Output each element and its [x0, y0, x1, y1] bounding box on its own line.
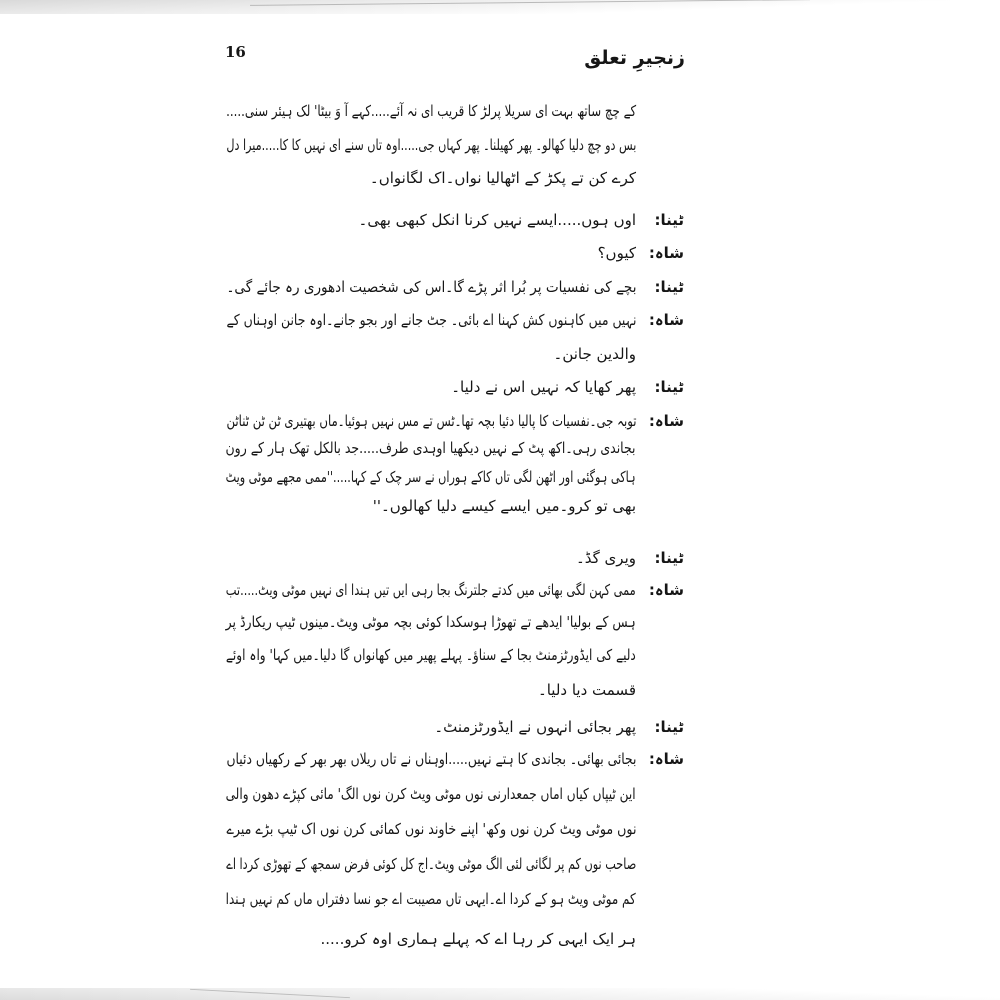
- dialogue-line: کیوں؟: [597, 244, 636, 262]
- speaker-label-tina: ٹینا:: [654, 378, 684, 396]
- dialogue-line: بچے کی نفسیات پر بُرا اثر پڑے گا۔اس کی شخصیت ادھوری رہ جائے گی۔: [226, 278, 636, 296]
- text-line: قسمت دیا دلیا۔: [537, 681, 636, 699]
- speaker-label-tina: ٹینا:: [654, 718, 684, 736]
- text-line: بھی تو کرو۔میں ایسے کیسے دلیا کھالوں۔'': [372, 497, 636, 515]
- dialogue-line: توبہ جی۔نفسیات کا پالیا دئیا بچہ تھا۔ٹس تے مس نہیں ہوئیا۔ماں بھتیری ٹن ٹن ٹناٹن: [226, 412, 636, 430]
- text-line: این ٹیپاں کیاں اماں جمعدارنی نوں موٹی ویٹ کرن نوں الگ' مائی کپڑے دھون والی: [226, 785, 636, 803]
- text-line: نوں موٹی ویٹ کرن نوں وکھ' اپنے خاوند نوں کمائی کرن نوں اک ٹیپ بڑے میرے: [226, 820, 636, 838]
- dialogue-line: ویری گڈ۔: [575, 549, 636, 567]
- text-line: کم موٹی ویٹ ہو کے کردا اے۔ایہی تاں مصیبت اے جو نسا دفتراں ماں کم نہیں ہندا: [226, 890, 636, 908]
- text-line: صاحب نوں کم پر لگائی لئی الگ موٹی ویٹ۔اج کل کوئی فرض سمجھ کے تھوڑی کردا اے: [226, 855, 636, 873]
- speaker-label-tina: ٹینا:: [654, 211, 684, 229]
- speaker-label-shah: شاہ:: [648, 750, 684, 768]
- text-line: ہر ایک ایہی کر رہا اے کہ پہلے ہماری اوہ کرو.....: [320, 930, 636, 948]
- dialogue-line: پھر بجائی انہوں نے ایڈورٹزمنٹ۔: [434, 718, 636, 736]
- torn-page-edge-bottom: [0, 988, 1000, 1000]
- text-line: والدین جانن۔: [553, 345, 636, 363]
- text-line: بس دو چچ دلیا کھالو۔ پھر کھیلنا۔ پھر کہاں جی.....اوہ تاں سنے ای نہیں کا کا.....میرا دل: [226, 136, 636, 154]
- speaker-label-shah: شاہ:: [648, 412, 684, 430]
- dialogue-line: پھر کھایا کہ نہیں اس نے دلیا۔: [451, 378, 636, 396]
- text-line: کرے کن تے پکڑ کے اٹھالیا نواں۔اک لگانواں۔: [369, 169, 636, 187]
- running-title: زنجیرِ تعلق: [584, 47, 685, 69]
- dialogue-line: ممی کہن لگی بھائی میں کدتے جلترنگ بجا رہی ایں تیں ہندا ای نہیں موٹی ویٹ.....تب: [226, 581, 636, 599]
- speaker-label-shah: شاہ:: [648, 244, 684, 262]
- speaker-label-tina: ٹینا:: [654, 278, 684, 296]
- speaker-label-shah: شاہ:: [648, 311, 684, 329]
- dialogue-line: نہیں میں کاہنوں کش کہنا اے بائی۔ جٹ جانے اور بجو جانے۔اوہ جانن اوہناں کے: [226, 311, 636, 329]
- page-number: 16: [225, 43, 246, 61]
- dialogue-line: اوں ہوں.....ایسے نہیں کرنا انکل کبھی بھی۔: [358, 211, 636, 229]
- text-line: ہاکی ہوگئی اور اٹھن لگی تاں کاکے ہوراں نے سر چک کے کہا.....''ممی مجھے موٹی ویٹ: [226, 468, 636, 486]
- text-line: بجاندی رہی۔اکھ پٹ کے نہیں دیکھیا اوہدی طرف.....جد بالکل تھک ہار کے رون: [226, 439, 636, 457]
- text-line: ہس کے بولیا' ایدھے تے تھوڑا ہوسکدا کوئی بچہ موٹی ویٹ۔مینوں ٹیپ ریکارڈ پر: [226, 613, 636, 631]
- dialogue-line: بجائی بھائی۔ بجاندی کا ہتے نہیں.....اوہناں نے تاں ریلاں بھر بھر کے رکھیاں دئیاں: [226, 750, 636, 768]
- text-line: کے چچ ساتھ بہت ای سریلا پرلڑ کا قریب ای نہ آئے.....کہے آ وَ بیٹا' لک ہیئر سنی.....: [226, 102, 636, 120]
- speaker-label-tina: ٹینا:: [654, 549, 684, 567]
- speaker-label-shah: شاہ:: [648, 581, 684, 599]
- text-line: دلیے کی ایڈورٹزمنٹ بجا کے سناؤ۔ پہلے پھیر میں کھانواں گا دلیا۔میں کہا' واہ اوئے: [226, 646, 636, 664]
